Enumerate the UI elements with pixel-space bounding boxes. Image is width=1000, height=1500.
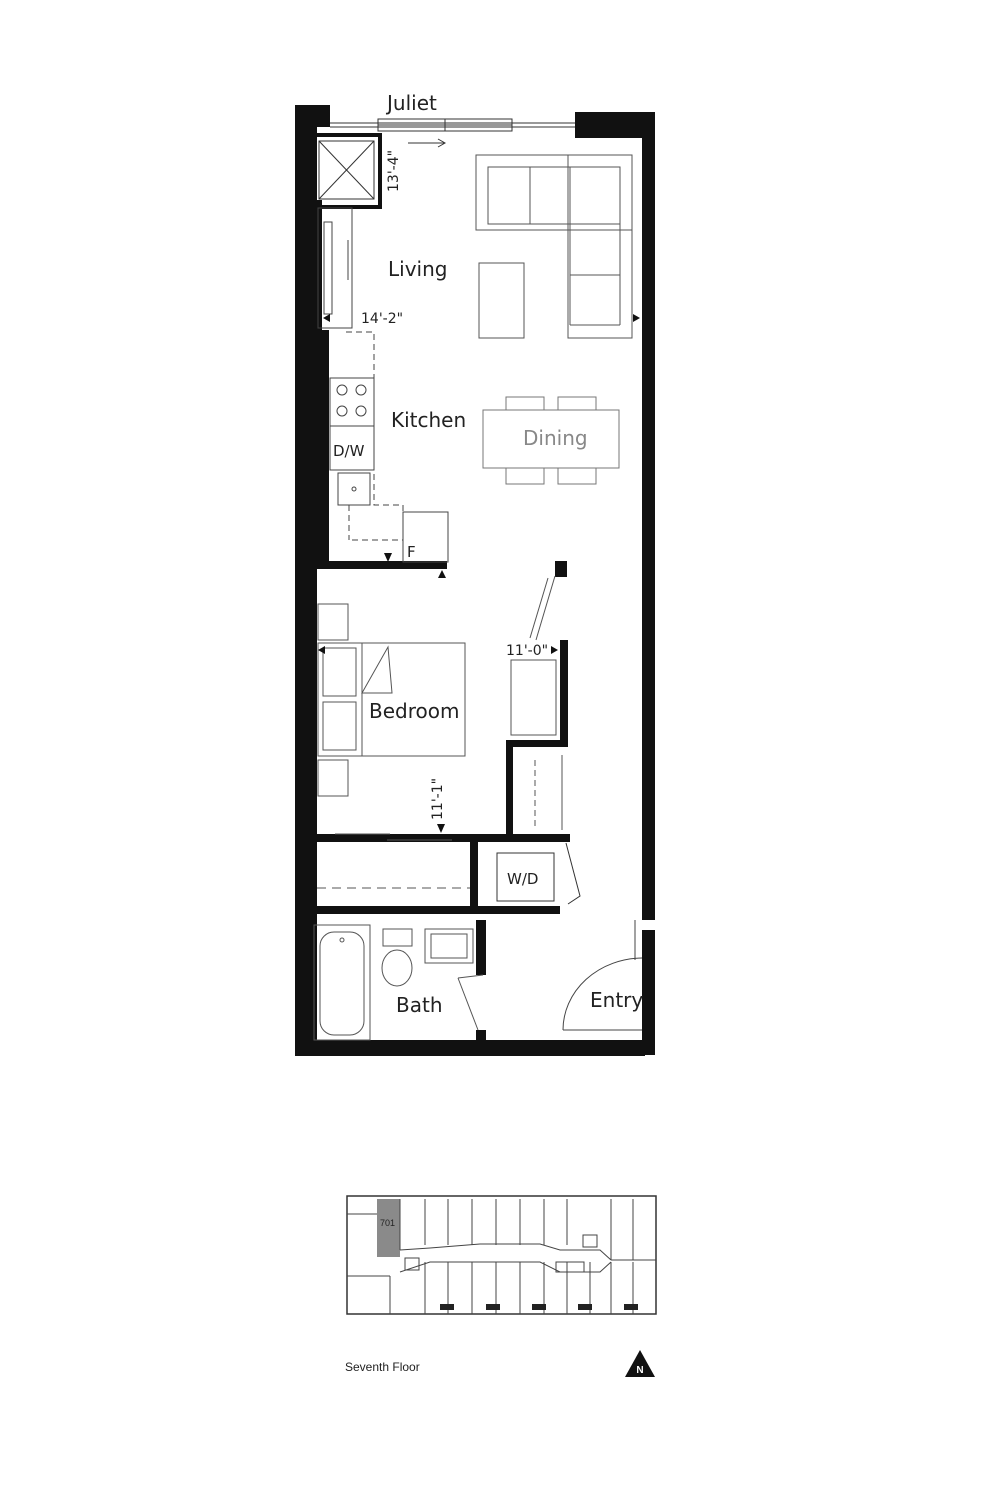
- key-plan: [347, 1196, 656, 1314]
- coffee-table: [479, 263, 524, 338]
- washer-dryer-label: W/D: [507, 870, 539, 888]
- dishwasher-label: D/W: [333, 442, 365, 460]
- bath-room-label: Bath: [396, 993, 443, 1017]
- dining-room-label: Dining: [523, 426, 588, 450]
- bedroom-depth-dimension: 11'-1": [430, 777, 446, 820]
- unit-number-label: 701: [380, 1218, 396, 1228]
- north-arrow-icon: [625, 1350, 655, 1377]
- kitchen-room-label: Kitchen: [391, 408, 467, 432]
- unit-701-highlight: [377, 1199, 400, 1257]
- living-room-label: Living: [388, 257, 448, 281]
- bath-fixtures: [314, 925, 483, 1040]
- dimension-markers: [318, 314, 640, 833]
- juliet-label: Juliet: [387, 91, 437, 115]
- shaft-x-icon: [319, 141, 374, 199]
- fridge-label: F: [407, 543, 416, 561]
- north-label: N: [636, 1365, 644, 1376]
- floor-label: Seventh Floor: [345, 1360, 420, 1374]
- bedroom-room-label: Bedroom: [369, 699, 460, 723]
- entry-label: Entry: [590, 988, 644, 1012]
- sectional-sofa: [476, 155, 632, 338]
- living-width-dimension: 14'-2": [361, 311, 404, 327]
- entry-door: [563, 920, 642, 1030]
- media-unit: [318, 208, 352, 328]
- living-depth-dimension: 13'-4": [386, 149, 402, 192]
- bedroom-width-dimension: 11'-0": [506, 643, 549, 659]
